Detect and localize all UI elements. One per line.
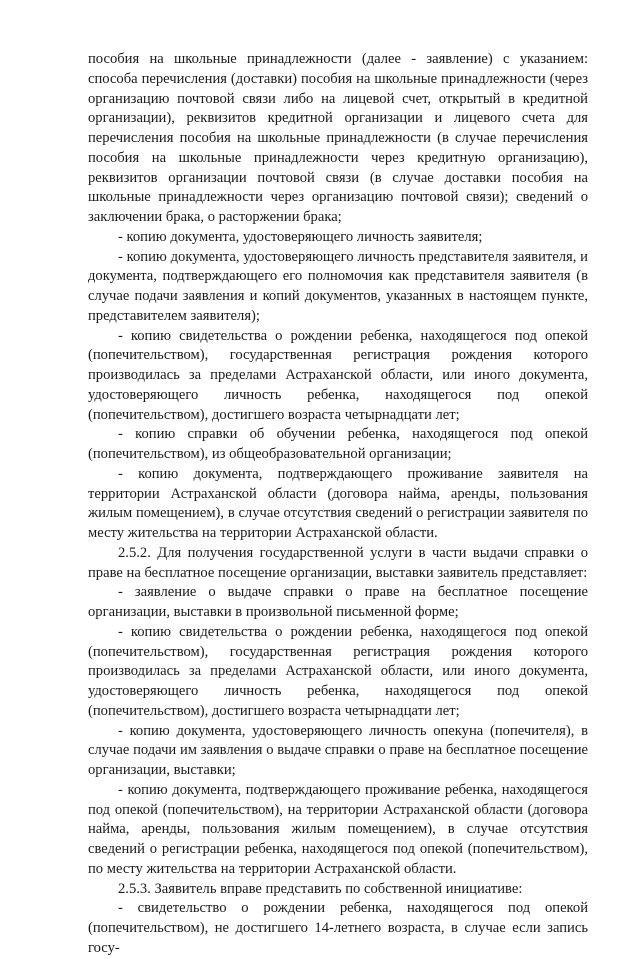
paragraph-child-birth-certificate-copy: - копию свидетельства о рождении ребенка, находящегося под опекой (попечительством), государственная регистрация рождения которого производилась за пределами Астраханской области, или иного документа, удостоверяющего личность ребенка, находящегося под опекой (попечительством), достигшего возраста четырнадцати лет; <box>88 623 588 719</box>
paragraph-birth-certificate-own-initiative: - свидетельство о рождении ребенка, находящегося под опекой (попечительством), не достигшего 14-летнего возраста, в случае если запись госу- <box>88 900 588 956</box>
paragraph-school-certificate-copy: - копию справки об обучении ребенка, находящегося под опекой (попечительством), из общеобразовательной организации; <box>88 426 588 462</box>
paragraph-guardian-id-copy: - копию документа, удостоверяющего личность опекуна (попечителя), в случае подачи им заявления о выдаче справки о праве на бесплатное посещение организации, выставки; <box>88 722 588 778</box>
paragraph-birth-certificate-copy: - копию свидетельства о рождении ребенка, находящегося под опекой (попечительством), государственная регистрация рождения которого производилась за пределами Астраханской области, или иного документа, удостоверяющего личность ребенка, находящегося под опекой (попечительством), достигшего возраста четырнадцати лет; <box>88 327 588 423</box>
paragraph-free-visit-application: - заявление о выдаче справки о праве на бесплатное посещение организации, выставки в произвольной письменной форме; <box>88 584 588 620</box>
document-page <box>88 50 588 959</box>
paragraph-allowance-application: пособия на школьные принадлежности (далее - заявление) с указанием: способа перечисления (доставки) пособия на школьные принадлежности (через организацию почтовой связи либо на лицевой счет, открытый в кредитной организации), реквизитов кредитной организации и лицевого счета для перечисления пособия на школьные принадлежности (в случае перечисления пособия на школьные принадлежности через кредитную организацию), реквизитов организации почтовой связи (в случае доставки пособия на школьные принадлежности через организацию почтовой связи); сведений о заключении брака, о расторжении брака; <box>88 51 588 225</box>
paragraph-section-2-5-3: 2.5.3. Заявитель вправе представить по собственной инициативе: <box>118 880 523 897</box>
paragraph-applicant-id-copy: - копию документа, удостоверяющего личность заявителя; <box>118 228 483 245</box>
paragraph-applicant-residence-copy: - копию документа, подтверждающего проживание заявителя на территории Астраханской области (договора найма, аренды, пользования жилым помещением), в случае отсутствия сведений о регистрации заявителя по месту жительства на территории Астраханской области. <box>88 465 588 541</box>
paragraph-child-residence-copy: - копию документа, подтверждающего проживание ребенка, находящегося под опекой (попечительством), на территории Астраханской области (договора найма, аренды, пользования жилым помещением), в случае отсутствия сведений о регистрации ребенка, находящегося под опекой (попечительством), по месту жительства на территории Астраханской области. <box>88 781 588 877</box>
paragraph-section-2-5-2: 2.5.2. Для получения государственной услуги в части выдачи справки о праве на бесплатное посещение организации, выставки заявитель представляет: <box>88 544 588 581</box>
paragraph-representative-id-copy: - копию документа, удостоверяющего личность представителя заявителя, и документа, подтверждающего его полномочия как представителя заявителя (в случае подачи заявления и копий документов, указанных в настоящем пункте, представителем заявителя); <box>88 248 588 324</box>
